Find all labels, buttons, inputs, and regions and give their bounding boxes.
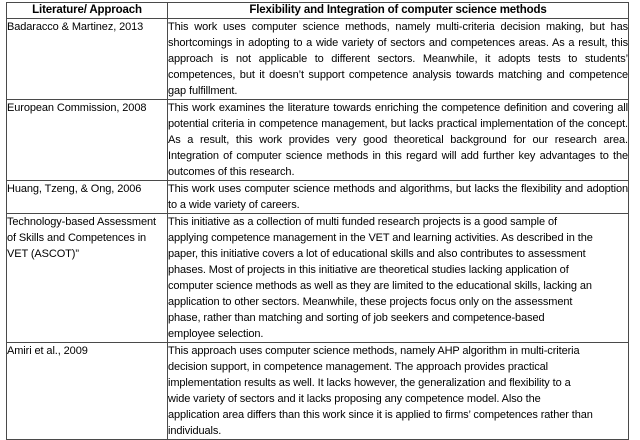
table-row (7, 19, 629, 100)
column-header-flexibility: Flexibility and Integration of computer science methods (168, 3, 629, 19)
cell-literature: Technology-based Assessment of Skills and Competences in VET (ASCOT)” (7, 214, 168, 343)
table-header (7, 3, 629, 19)
cell-literature: Badaracco & Martinez, 2013 (7, 19, 168, 100)
cell-description: This approach uses computer science methods, namely AHP algorithm in multi-criteria decision support, in competence management. The approach provides practical implementation results as well. It lacks however, the generalization and flexibility to a wide variety of sectors and it lacks proposing any competence model. Also the application area differs than this work since it is applied to firms’ competences rather than individuals. (168, 343, 629, 440)
table-body (7, 19, 629, 440)
column-header-literature: Literature/ Approach (7, 3, 168, 19)
cell-literature: European Commission, 2008 (7, 100, 168, 181)
literature-comparison-table (6, 2, 629, 440)
table-row (7, 214, 629, 343)
table-row (7, 343, 629, 440)
cell-literature: Amiri et al., 2009 (7, 343, 168, 440)
header-row (7, 3, 629, 19)
table-row (7, 181, 629, 214)
cell-description: This work uses computer science methods, namely multi-criteria decision making, but has shortcomings in adopting to a wide variety of sectors and competences areas. As a result, this approach is not applicable to different sectors. Meanwhile, it adopts tests to students’ competences, but it doesn’t support competence analysis towards matching and competence gap fulfillment. (168, 19, 629, 100)
cell-description: This work uses computer science methods and algorithms, but lacks the flexibility and adoption to a wide variety of careers. (168, 181, 629, 214)
table-row (7, 100, 629, 181)
cell-description: This initiative as a collection of multi funded research projects is a good sample of applying competence management in the VET and learning activities. As described in the paper, this initiative covers a lot of educational skills and also contributes to assessment phases. Most of projects in this initiative are theoretical studies lacking application of computer science methods as well as they are limited to the educational skills, lacking an application to other sectors. Meanwhile, these projects focus only on the assessment phase, rather than matching and sorting of job seekers and competence-based employee selection. (168, 214, 629, 343)
cell-literature: Huang, Tzeng, & Ong, 2006 (7, 181, 168, 214)
cell-description: This work examines the literature towards enriching the competence definition and covering all potential criteria in competence management, but lacks practical implementation of the concept. As a result, this work provides very good theoretical background for our research area. Integration of computer science methods in this regard will add further key advantages to the outcomes of this research. (168, 100, 629, 181)
